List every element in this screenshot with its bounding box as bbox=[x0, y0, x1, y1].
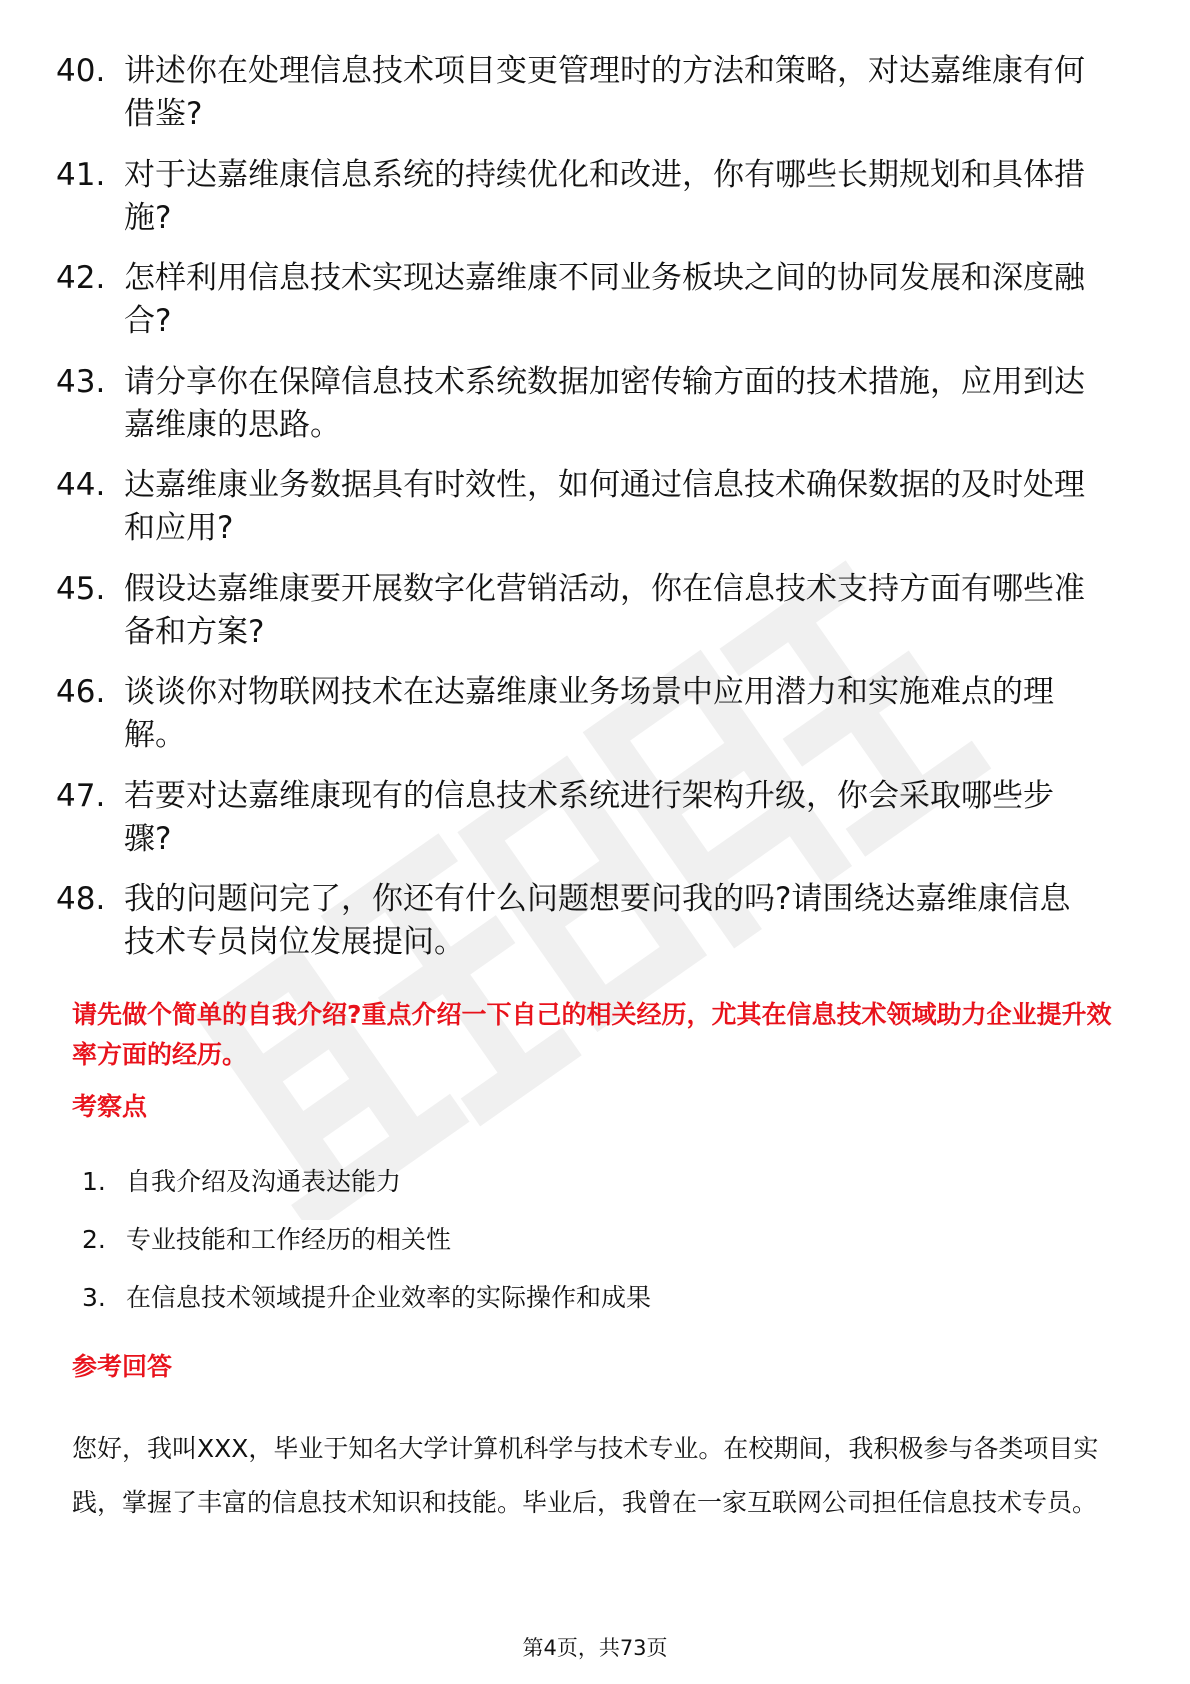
point-number: 3. bbox=[82, 1283, 106, 1312]
assessment-point bbox=[82, 1281, 651, 1315]
reference-title: 参考回答 bbox=[72, 1352, 173, 1381]
assessment-point bbox=[82, 1165, 651, 1199]
question-number: 45. bbox=[56, 570, 106, 607]
question-number: 44. bbox=[56, 467, 106, 503]
question-text: 讲述你在处理信息技术项目变更管理时的方法和策略，对达嘉维康有何借鉴? bbox=[124, 53, 1085, 132]
question-number: 41. bbox=[56, 156, 106, 193]
question-item bbox=[56, 775, 1136, 861]
question-item bbox=[56, 257, 1136, 343]
question-item bbox=[56, 361, 1136, 447]
question-number: 46. bbox=[56, 674, 106, 710]
question-item bbox=[56, 568, 1136, 654]
assessment-point bbox=[82, 1223, 651, 1257]
page-footer: 第4页，共73页 bbox=[522, 1636, 668, 1660]
question-text: 对于达嘉维康信息系统的持续优化和改进，你有哪些长期规划和具体措施? bbox=[124, 156, 1085, 236]
question-number: 48. bbox=[56, 881, 106, 917]
point-number: 2. bbox=[82, 1225, 106, 1254]
assessment-title: 考察点 bbox=[72, 1092, 148, 1121]
question-list bbox=[56, 50, 1136, 982]
question-number: 42. bbox=[56, 260, 106, 296]
assessment-points bbox=[82, 1165, 651, 1339]
question-item bbox=[56, 154, 1136, 240]
question-text: 我的问题问完了，你还有什么问题想要问我的吗?请围绕达嘉维康信息技术专员岗位发展提问。 bbox=[124, 881, 1071, 960]
question-text: 假设达嘉维康要开展数字化营销活动，你在信息技术支持方面有哪些准备和方案? bbox=[124, 570, 1085, 650]
question-text: 若要对达嘉维康现有的信息技术系统进行架构升级，你会采取哪些步骤? bbox=[124, 777, 1054, 857]
question-item bbox=[56, 878, 1136, 964]
intro-question: 请先做个简单的自我介绍?重点介绍一下自己的相关经历，尤其在信息技术领域助力企业提升效率方面的经历。 bbox=[72, 1000, 1112, 1069]
point-number: 1. bbox=[82, 1167, 106, 1196]
question-text: 请分享你在保障信息技术系统数据加密传输方面的技术措施，应用到达嘉维康的思路。 bbox=[124, 363, 1085, 443]
question-text: 达嘉维康业务数据具有时效性，如何通过信息技术确保数据的及时处理和应用? bbox=[124, 467, 1085, 546]
question-text: 谈谈你对物联网技术在达嘉维康业务场景中应用潜力和实施难点的理解。 bbox=[124, 674, 1054, 753]
question-number: 43. bbox=[56, 363, 106, 400]
point-text: 专业技能和工作经历的相关性 bbox=[126, 1225, 452, 1254]
question-number: 47. bbox=[56, 777, 106, 814]
question-item bbox=[56, 671, 1136, 757]
point-text: 在信息技术领域提升企业效率的实际操作和成果 bbox=[126, 1283, 652, 1312]
question-number: 40. bbox=[56, 53, 106, 89]
question-item bbox=[56, 464, 1136, 550]
question-text: 怎样利用信息技术实现达嘉维康不同业务板块之间的协同发展和深度融合? bbox=[124, 260, 1085, 339]
reference-answer: 您好，我叫XXX，毕业于知名大学计算机科学与技术专业。在校期间，我积极参与各类项目实践，掌握了丰富的信息技术知识和技能。毕业后，我曾在一家互联网公司担任信息技术专员。 bbox=[72, 1434, 1099, 1517]
point-text: 自我介绍及沟通表达能力 bbox=[126, 1167, 402, 1196]
question-item bbox=[56, 50, 1136, 136]
